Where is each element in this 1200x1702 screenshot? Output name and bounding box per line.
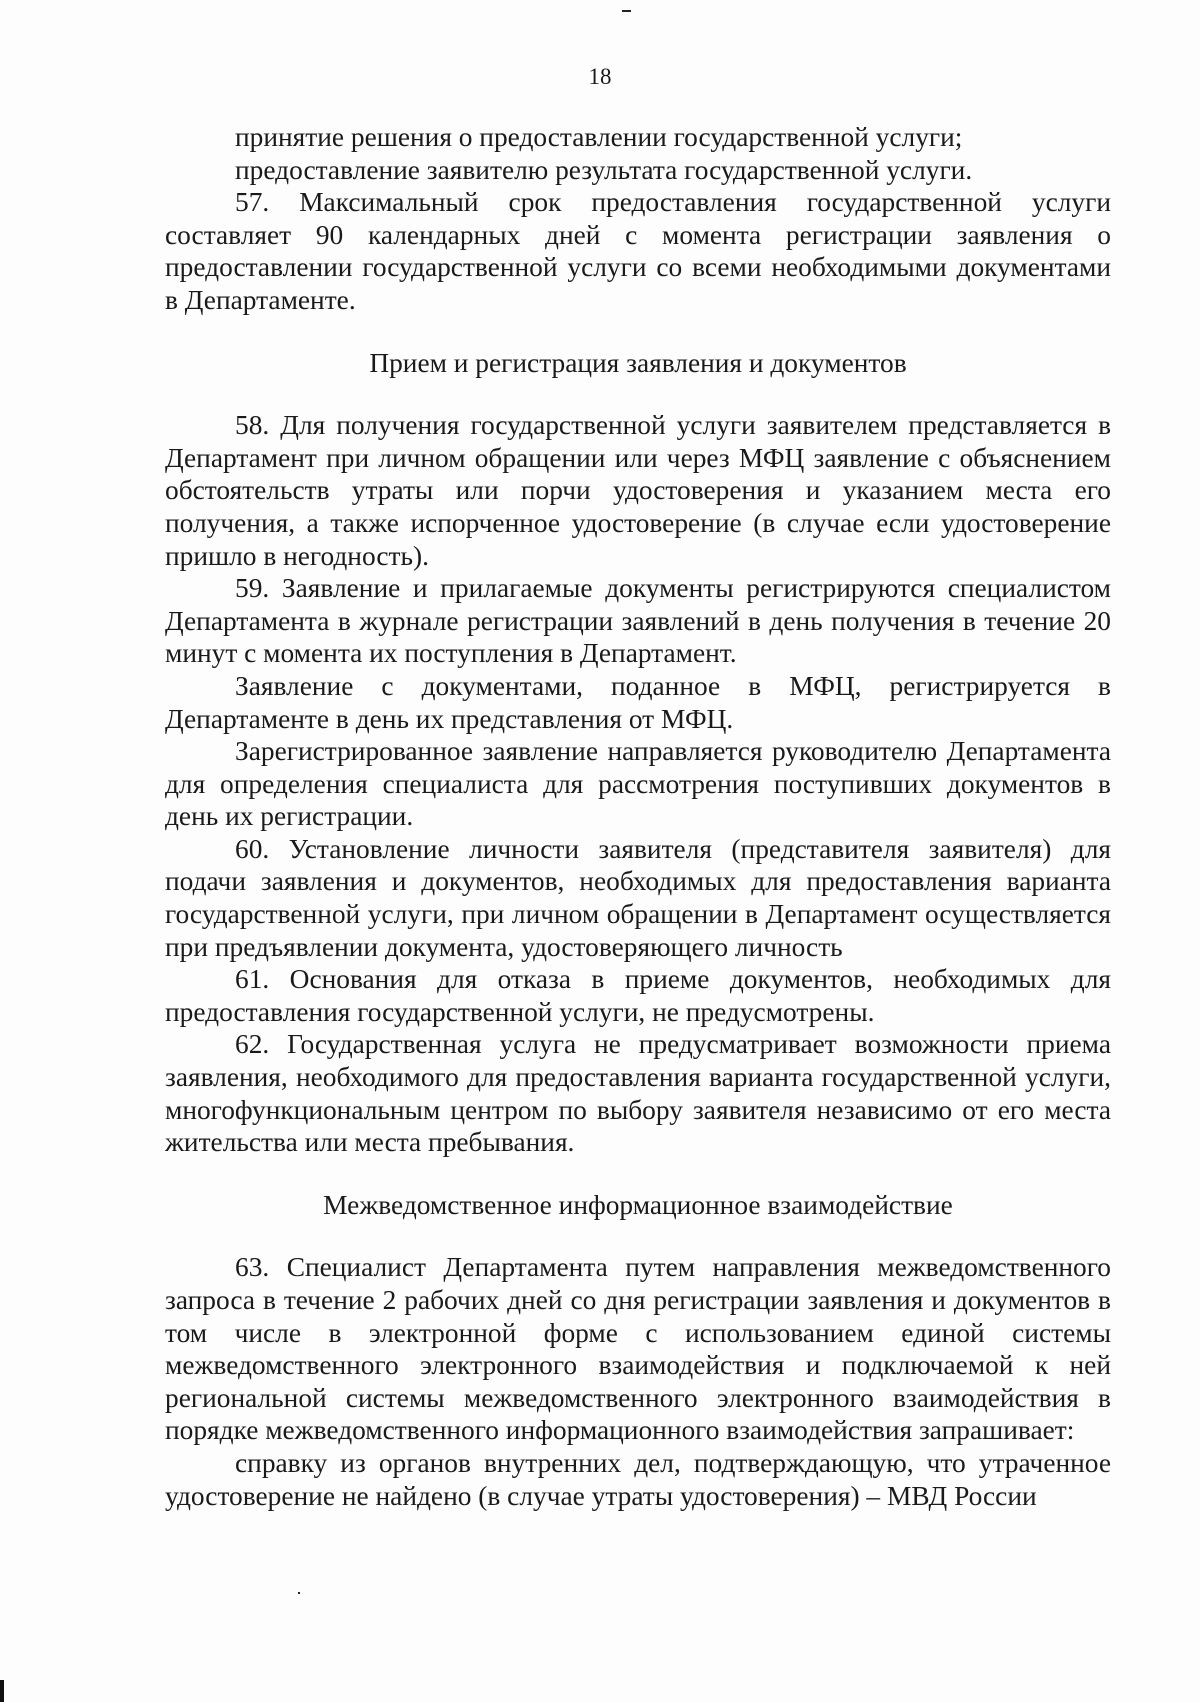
scan-speck — [622, 10, 631, 12]
paragraph-60: 60. Установление личности заявителя (представителя заявителя) для подачи заявления и документов, необходимых для предоставления варианта государственной услуги, при личном обращении в Департамент осуществляется при предъявлении документа, удостоверяющего личность — [165, 833, 1111, 962]
section-heading-interagency: Межведомственное информационное взаимодействие — [323, 1189, 953, 1220]
paragraph-59-registered: Зарегистрированное заявление направляется руководителю Департамента для определения специалиста для рассмотрения поступивших документов в день их регистрации. — [165, 736, 1111, 832]
paragraph-59: 59. Заявление и прилагаемые документы регистрируются специалистом Департамента в журнале регистрации заявлений в день получения в течение 20 минут с момента их поступления в Департамент. — [165, 573, 1111, 669]
paragraph-decision: принятие решения о предоставлении государственной услуги; — [235, 122, 963, 152]
document-body — [165, 121, 1111, 1512]
section-heading-reception: Прием и регистрация заявления и документов — [369, 347, 907, 378]
paragraph-61: 61. Основания для отказа в приеме документов, необходимых для предоставления государственной услуги, не предусмотрены. — [165, 964, 1111, 1027]
paragraph-59-mfc: Заявление с документами, поданное в МФЦ, регистрируется в Департаменте в день их представления от МФЦ. — [165, 670, 1111, 734]
paragraph-58: 58. Для получения государственной услуги заявителем представляется в Департамент при личном обращении или через МФЦ заявление с объяснением обстоятельств утраты или порчи удостоверения и указанием места его получения, а также испорченное удостоверение (в случае если удостоверение пришло в негодность). — [165, 410, 1111, 571]
paragraph-57: 57. Максимальный срок предоставления государственной услуги составляет 90 календарных дней с момента регистрации заявления о предоставлении государственной услуги со всеми необходимыми документами в Департаменте. — [165, 187, 1111, 315]
paragraph-63-certificate: справку из органов внутренних дел, подтверждающую, что утраченное удостоверение не найдено (в случае утраты удостоверения) – МВД России — [165, 1447, 1111, 1511]
scan-speck — [298, 1592, 300, 1594]
scan-edge-mark — [0, 1680, 4, 1702]
paragraph-result: предоставление заявителю результата государственной услуги. — [235, 154, 973, 185]
paragraph-63: 63. Специалист Департамента путем направления межведомственного запроса в течение 2 рабочих дней со дня регистрации заявления и документов в том числе в электронной форме с использованием единой системы межведомственного электронного взаимодействия и подключаемой к ней региональной системы межведомственного электронного взаимодействия в порядке межведомственного информационного взаимодействия запрашивает: — [165, 1252, 1111, 1446]
paragraph-62: 62. Государственная услуга не предусматривает возможности приема заявления, необходимого для предоставления варианта государственной услуги, многофункциональным центром по выбору заявителя независимо от его места жительства или места пребывания. — [165, 1029, 1111, 1158]
page-number: 18 — [588, 64, 612, 89]
